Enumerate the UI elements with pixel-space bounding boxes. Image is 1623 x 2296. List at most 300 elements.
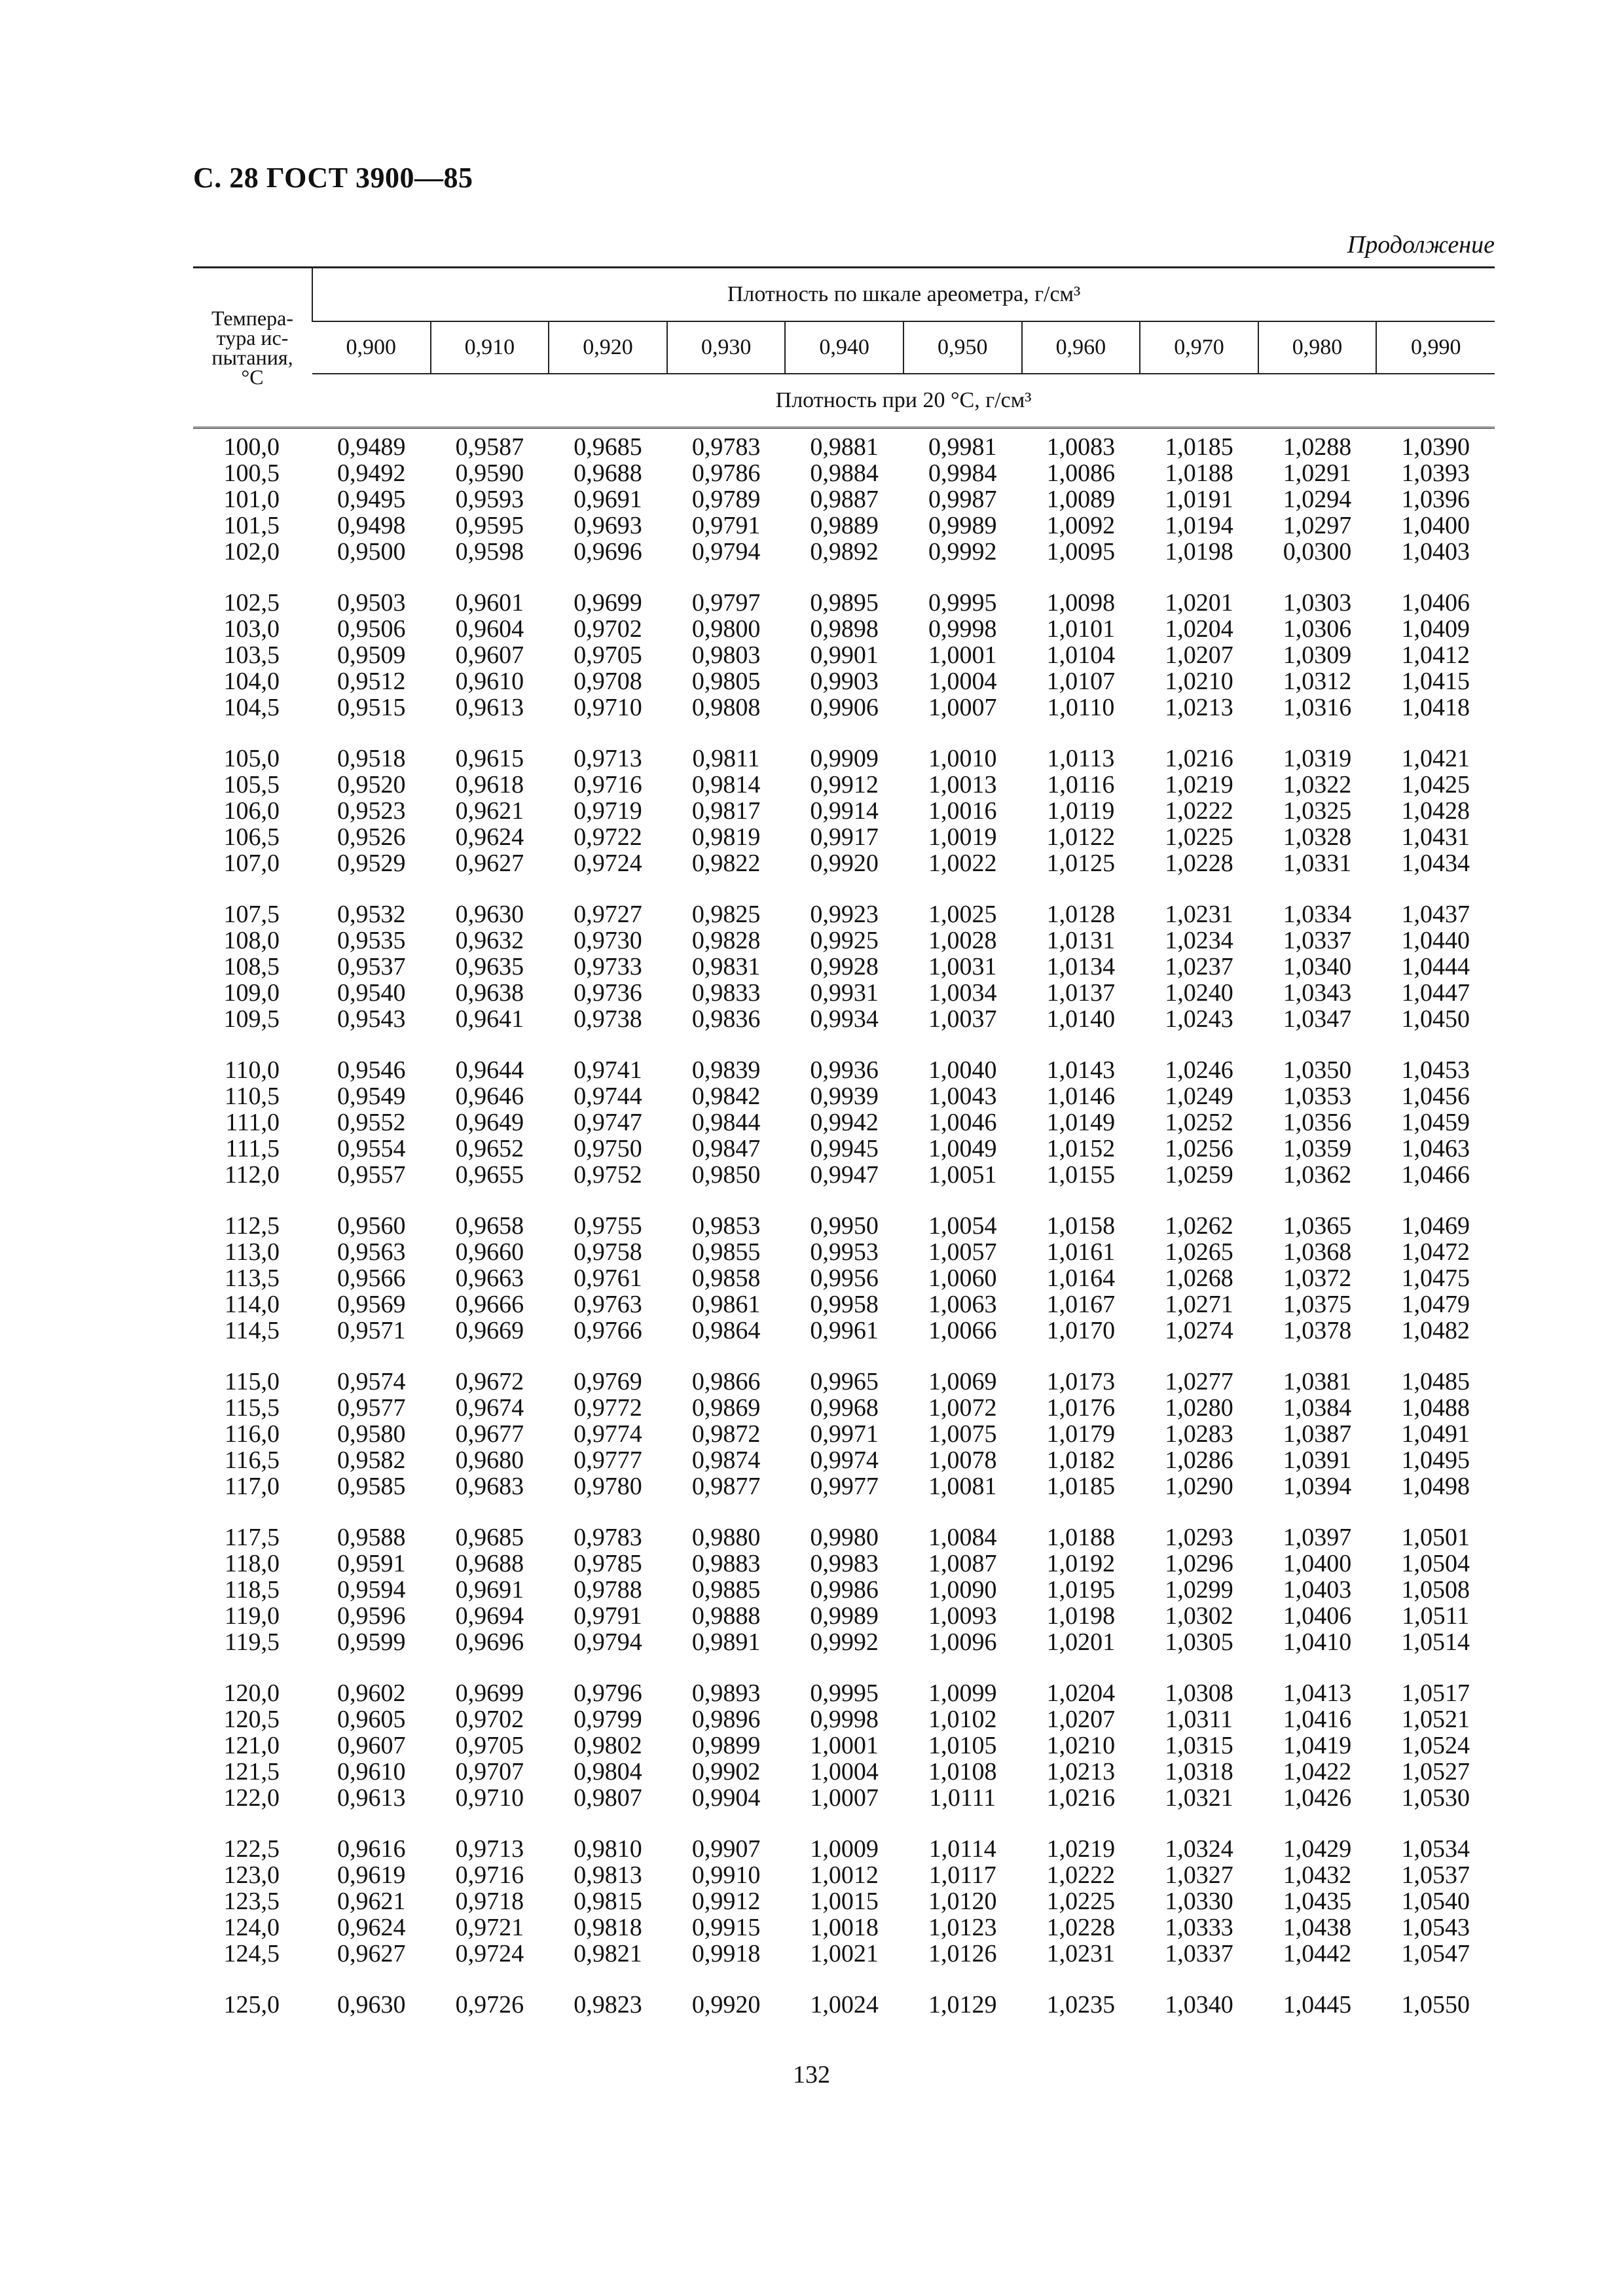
density-cell: 1,0429: [1283, 1835, 1352, 1863]
density-cell: 1,0550: [1401, 1991, 1470, 2018]
density-cell: 0,9587: [455, 433, 524, 461]
temperature-cell: 114,5: [224, 1317, 280, 1344]
density-cell: 1,0195: [1046, 1576, 1116, 1604]
table-row: [193, 1629, 1495, 1655]
scale-column-header: 0,930: [667, 321, 786, 374]
density-cell: 0,9495: [337, 486, 406, 513]
density-cell: 0,9602: [337, 1679, 406, 1707]
density-cell: 1,0311: [1165, 1706, 1233, 1733]
density-cell: 0,9831: [691, 953, 761, 980]
density-cell: 1,0479: [1401, 1291, 1470, 1318]
density-cell: 1,0158: [1046, 1212, 1116, 1240]
density-cell: 1,0235: [1046, 1991, 1116, 2018]
density-cell: 1,0456: [1401, 1083, 1470, 1110]
density-cell: 0,9672: [455, 1368, 524, 1395]
density-cell: 1,0125: [1046, 850, 1116, 877]
temperature-cell: 110,0: [224, 1056, 280, 1084]
density-cell: 0,9995: [810, 1679, 879, 1707]
density-cell: 0,9942: [810, 1109, 879, 1136]
density-cell: 0,9627: [337, 1940, 406, 1967]
density-cell: 1,0237: [1165, 953, 1233, 980]
density-cell: 1,0252: [1165, 1109, 1233, 1136]
density-cell: 1,0445: [1283, 1991, 1352, 2018]
density-cell: 0,9904: [691, 1784, 761, 1812]
density-cell: 1,0078: [928, 1446, 997, 1474]
density-cell: 1,0340: [1283, 953, 1352, 980]
density-cell: 1,0400: [1401, 512, 1470, 539]
density-cell: 0,9953: [810, 1238, 879, 1266]
density-cell: 1,0213: [1165, 694, 1233, 721]
density-cell: 0,9569: [337, 1291, 406, 1318]
density-cell: 1,0365: [1283, 1212, 1352, 1240]
group-spacer: [193, 1811, 1495, 1836]
group-spacer: [193, 1499, 1495, 1524]
density-cell: 1,0328: [1283, 823, 1352, 851]
density-cell: 1,0268: [1165, 1265, 1233, 1292]
table-row: [193, 1888, 1495, 1914]
density-cell: 0,9688: [574, 459, 642, 487]
group-spacer-cell: [193, 1188, 1495, 1213]
density-cell: 0,9627: [455, 850, 524, 877]
density-cell: 1,0243: [1165, 1005, 1233, 1033]
density-cell: 0,9699: [574, 589, 642, 617]
density-cell: 0,9939: [810, 1083, 879, 1110]
table-row: [193, 434, 1495, 460]
density-cell: 1,0331: [1283, 850, 1352, 877]
density-cell: 1,0012: [810, 1861, 879, 1889]
density-cell: 1,0213: [1046, 1758, 1116, 1785]
density-cell: 1,0043: [928, 1083, 997, 1110]
density-cell: 0,9915: [691, 1914, 761, 1941]
scale-column-header: 0,990: [1376, 321, 1495, 374]
density-cell: 1,0280: [1165, 1394, 1233, 1422]
temperature-cell: 111,0: [225, 1109, 280, 1136]
density-cell: 0,9641: [455, 1005, 524, 1033]
density-cell: 0,9766: [574, 1317, 642, 1344]
density-cell: 1,0396: [1401, 486, 1470, 513]
density-cell: 1,0315: [1165, 1732, 1233, 1759]
table-row: [193, 1941, 1495, 1967]
density-cell: 0,9724: [574, 850, 642, 877]
density-at-20-header: Плотность при 20 °С, г/см³: [312, 374, 1495, 428]
density-cell: 1,0415: [1401, 668, 1470, 695]
density-cell: 1,0418: [1401, 694, 1470, 721]
density-cell: 1,0511: [1402, 1602, 1470, 1630]
density-cell: 1,0201: [1165, 589, 1233, 617]
density-cell: 1,0409: [1401, 615, 1470, 643]
density-cell: 0,9595: [455, 512, 524, 539]
density-cell: 1,0108: [928, 1758, 997, 1785]
density-cell: 1,0347: [1283, 1005, 1352, 1033]
density-cell: 1,0428: [1401, 797, 1470, 825]
density-cell: 0,9537: [337, 953, 406, 980]
density-cell: 1,0028: [928, 927, 997, 954]
density-cell: 0,9883: [691, 1550, 761, 1577]
density-cell: 1,0297: [1283, 512, 1352, 539]
table-row: [193, 850, 1495, 876]
table-row: [193, 1395, 1495, 1421]
density-cell: 1,0004: [928, 668, 997, 695]
density-cell: 1,0514: [1401, 1628, 1470, 1656]
density-cell: 0,9796: [574, 1679, 642, 1707]
density-cell: 0,9956: [810, 1265, 879, 1292]
density-cell: 1,0137: [1046, 979, 1116, 1007]
density-cell: 1,0530: [1401, 1784, 1470, 1812]
temperature-cell: 119,0: [224, 1602, 280, 1630]
table-row: [193, 1057, 1495, 1083]
density-cell: 0,9610: [455, 668, 524, 695]
density-cell: 1,0084: [928, 1524, 997, 1551]
density-cell: 0,9842: [691, 1083, 761, 1110]
density-cell: 0,9532: [337, 901, 406, 928]
density-cell: 1,0021: [810, 1940, 879, 1967]
density-cell: 0,9989: [928, 512, 997, 539]
density-cell: 1,0231: [1165, 901, 1233, 928]
page-header-title: С. 28 ГОСТ 3900—85: [193, 162, 473, 194]
density-cell: 0,9821: [574, 1940, 642, 1967]
density-cell: 0,9889: [810, 512, 879, 539]
density-cell: 0,9803: [691, 641, 761, 669]
density-cell: 0,9874: [691, 1446, 761, 1474]
density-cell: 1,0410: [1283, 1628, 1352, 1656]
group-spacer: [193, 1655, 1495, 1680]
density-cell: 0,9914: [810, 797, 879, 825]
density-cell: 0,9998: [810, 1706, 879, 1733]
density-cell: 0,9791: [574, 1602, 642, 1630]
density-cell: 0,9694: [455, 1602, 524, 1630]
density-cell: 1,0019: [928, 823, 997, 851]
scale-column-header: 0,900: [312, 321, 431, 374]
scale-column-header: 0,940: [785, 321, 903, 374]
density-cell: 1,0356: [1283, 1109, 1352, 1136]
density-cell: 0,9599: [337, 1628, 406, 1656]
density-cell: 1,0063: [928, 1291, 997, 1318]
temperature-cell: 108,0: [223, 927, 280, 954]
density-cell: 0,9744: [574, 1083, 642, 1110]
temperature-cell: 123,0: [223, 1861, 280, 1889]
scale-column-header: 0,920: [549, 321, 667, 374]
density-cell: 1,0321: [1165, 1784, 1233, 1812]
table-row: [193, 824, 1495, 850]
group-spacer-cell: [193, 1344, 1495, 1369]
density-cell: 1,0400: [1283, 1550, 1352, 1577]
density-cell: 0,9506: [337, 615, 406, 643]
table-row: [193, 745, 1495, 772]
scale-column-header: 0,960: [1022, 321, 1140, 374]
density-cell: 0,9858: [691, 1265, 761, 1292]
continuation-label: Продолжение: [1347, 231, 1495, 259]
density-cell: 0,9598: [455, 538, 524, 565]
density-cell: 0,9615: [455, 745, 524, 772]
density-cell: 0,9758: [574, 1238, 642, 1266]
density-cell: 0,9515: [337, 694, 406, 721]
density-cell: 1,0007: [928, 694, 997, 721]
density-cell: 0,9763: [574, 1291, 642, 1318]
density-cell: 0,9540: [337, 979, 406, 1007]
density-cell: 0,9902: [691, 1758, 761, 1785]
temperature-cell: 114,0: [224, 1291, 280, 1318]
density-cell: 1,0069: [928, 1368, 997, 1395]
temperature-cell: 101,0: [223, 486, 280, 513]
density-cell: 1,0421: [1401, 745, 1470, 772]
density-cell: 1,0412: [1401, 641, 1470, 669]
density-cell: 0,9535: [337, 927, 406, 954]
density-cell: 1,0066: [928, 1317, 997, 1344]
density-cell: 0,9549: [337, 1083, 406, 1110]
density-cell: 1,0463: [1401, 1135, 1470, 1162]
density-cell: 0,9705: [455, 1732, 524, 1759]
density-cell: 0,9936: [810, 1056, 879, 1084]
density-cell: 0,9819: [691, 823, 761, 851]
density-cell: 0,9920: [810, 850, 879, 877]
density-cell: 1,0517: [1401, 1679, 1470, 1707]
table-row: [193, 1109, 1495, 1136]
density-cell: 0,9688: [455, 1550, 524, 1577]
density-cell: 1,0322: [1283, 771, 1352, 798]
density-cell: 1,0337: [1283, 927, 1352, 954]
density-cell: 0,9777: [574, 1446, 642, 1474]
density-cell: 1,0472: [1401, 1238, 1470, 1266]
density-cell: 1,0146: [1046, 1083, 1116, 1110]
density-cell: 1,0192: [1046, 1550, 1116, 1577]
density-cell: 1,0173: [1046, 1368, 1116, 1395]
density-cell: 1,0501: [1401, 1524, 1470, 1551]
density-cell: 1,0110: [1047, 694, 1115, 721]
table-row: [193, 1006, 1495, 1032]
density-cell: 0,9546: [337, 1056, 406, 1084]
density-cell: 0,9741: [574, 1056, 642, 1084]
density-cell: 1,0216: [1046, 1784, 1116, 1812]
density-cell: 1,0540: [1401, 1888, 1470, 1915]
group-spacer-cell: [193, 1811, 1495, 1836]
temperature-cell: 105,5: [223, 771, 280, 798]
density-cell: 1,0431: [1401, 823, 1470, 851]
density-cell: 0,9518: [337, 745, 406, 772]
density-cell: 1,0475: [1401, 1265, 1470, 1292]
density-cell: 0,9974: [810, 1446, 879, 1474]
density-cell: 0,9621: [455, 797, 524, 825]
table-row: [193, 1265, 1495, 1291]
table-row: [193, 512, 1495, 539]
density-cell: 1,0122: [1046, 823, 1116, 851]
density-cell: 0,9794: [691, 538, 761, 565]
density-cell: 0,9630: [455, 901, 524, 928]
density-cell: 1,0111: [929, 1784, 996, 1812]
density-cell: 1,0231: [1046, 1940, 1116, 1967]
density-cell: 1,0330: [1165, 1888, 1233, 1915]
density-cell: 0,9685: [455, 1524, 524, 1551]
density-cell: 1,0293: [1165, 1524, 1233, 1551]
density-cell: 0,9850: [691, 1161, 761, 1189]
density-cell: 1,0225: [1046, 1888, 1116, 1915]
density-cell: 0,9992: [928, 538, 997, 565]
density-cell: 1,0140: [1046, 1005, 1116, 1033]
density-cell: 0,9892: [810, 538, 879, 565]
density-cell: 0,9566: [337, 1265, 406, 1292]
table-row: [193, 1473, 1495, 1499]
scale-values-row: [193, 321, 1495, 374]
density-cell: 1,0504: [1401, 1550, 1470, 1577]
density-cell: 0,9864: [691, 1317, 761, 1344]
table-row: [193, 1162, 1495, 1188]
density-cell: 1,0101: [1046, 615, 1116, 643]
density-cell: 1,0286: [1165, 1446, 1233, 1474]
temperature-cell: 120,5: [223, 1706, 280, 1733]
density-cell: 0,9669: [455, 1317, 524, 1344]
density-cell: 1,0403: [1283, 1576, 1352, 1604]
density-cell: 0,9489: [337, 433, 406, 461]
temperature-cell: 124,0: [223, 1914, 280, 1941]
table-row: [193, 1759, 1495, 1785]
density-cell: 1,0004: [810, 1758, 879, 1785]
density-cell: 0,9696: [574, 538, 642, 565]
density-cell: 1,0092: [1046, 512, 1116, 539]
temperature-cell: 118,0: [224, 1550, 280, 1577]
density-cell: 0,9613: [337, 1784, 406, 1812]
density-cell: 0,9950: [810, 1212, 879, 1240]
scale-column-header: 0,910: [431, 321, 549, 374]
density-cell: 1,0119: [1047, 797, 1115, 825]
density-cell: 0,9802: [574, 1732, 642, 1759]
density-cell: 1,0234: [1165, 927, 1233, 954]
density-cell: 0,9716: [574, 771, 642, 798]
density-cell: 1,0087: [928, 1550, 997, 1577]
density-cell: 1,0046: [928, 1109, 997, 1136]
density-cell: 0,9818: [574, 1914, 642, 1941]
density-cell: 0,9492: [337, 459, 406, 487]
density-cell: 1,0343: [1283, 979, 1352, 1007]
table-row: [193, 460, 1495, 486]
density-cell: 0,9885: [691, 1576, 761, 1604]
density-cell: 1,0485: [1401, 1368, 1470, 1395]
density-cell: 1,0296: [1165, 1550, 1233, 1577]
density-cell: 1,0498: [1401, 1473, 1470, 1500]
density-cell: 1,0391: [1283, 1446, 1352, 1474]
table-row: [193, 1083, 1495, 1109]
table-row: [193, 954, 1495, 980]
density-cell: 1,0324: [1165, 1835, 1233, 1863]
density-cell: 1,0312: [1283, 668, 1352, 695]
density-cell: 0,9855: [691, 1238, 761, 1266]
temperature-cell: 106,0: [223, 797, 280, 825]
density-cell: 1,0318: [1165, 1758, 1233, 1785]
density-cell: 1,0219: [1046, 1835, 1116, 1863]
table-row: [193, 1524, 1495, 1551]
density-cell: 1,0164: [1046, 1265, 1116, 1292]
density-cell: 0,9655: [455, 1161, 524, 1189]
density-cell: 0,9718: [455, 1888, 524, 1915]
group-spacer: [193, 1032, 1495, 1057]
table-row: [193, 1862, 1495, 1888]
temperature-cell: 105,0: [223, 745, 280, 772]
density-cell: 1,0274: [1165, 1317, 1233, 1344]
density-cell: 0,9509: [337, 641, 406, 669]
density-cell: 1,0277: [1165, 1368, 1233, 1395]
density-cell: 1,0397: [1283, 1524, 1352, 1551]
table-row: [193, 1421, 1495, 1447]
temperature-cell: 121,5: [223, 1758, 280, 1785]
density-cell: 0,9931: [810, 979, 879, 1007]
density-cell: 0,9554: [337, 1135, 406, 1162]
density-cell: 1,0075: [928, 1420, 997, 1448]
temperature-cell: 116,5: [224, 1446, 280, 1474]
density-cell: 0,9503: [337, 589, 406, 617]
temperature-cell: 113,5: [224, 1265, 280, 1292]
density-cell: 0,9761: [574, 1265, 642, 1292]
table-row: [193, 668, 1495, 694]
table-row: [193, 694, 1495, 721]
density-cell: 0,9708: [574, 668, 642, 695]
density-cell: 1,0447: [1401, 979, 1470, 1007]
density-cell: 1,0527: [1401, 1758, 1470, 1785]
temperature-column-header: [193, 268, 312, 428]
density-cell: 1,0406: [1401, 589, 1470, 617]
density-cell: 1,0425: [1401, 771, 1470, 798]
group-spacer-cell: [193, 1032, 1495, 1057]
density-cell: 1,0120: [928, 1888, 997, 1915]
density-cell: 1,0057: [928, 1238, 997, 1266]
density-cell: 0,9719: [574, 797, 642, 825]
group-spacer: [193, 1188, 1495, 1213]
density-cell: 0,9738: [574, 1005, 642, 1033]
density-cell: 1,0086: [1046, 459, 1116, 487]
density-cell: 1,0249: [1165, 1083, 1233, 1110]
density-cell: 0,9918: [691, 1940, 761, 1967]
table-row: [193, 616, 1495, 642]
density-cell: 0,9590: [455, 459, 524, 487]
density-cell: 0,9635: [455, 953, 524, 980]
density-cell: 0,9774: [574, 1420, 642, 1448]
density-cell: 0,9786: [691, 459, 761, 487]
density-cell: 1,0149: [1046, 1109, 1116, 1136]
density-cell: 1,0394: [1283, 1473, 1352, 1500]
density-cell: 0,9896: [691, 1706, 761, 1733]
density-cell: 1,0089: [1046, 486, 1116, 513]
density-cell: 1,0372: [1283, 1265, 1352, 1292]
group-spacer: [193, 876, 1495, 901]
density-cell: 1,0426: [1283, 1784, 1352, 1812]
density-cell: 1,0095: [1046, 538, 1116, 565]
density-cell: 1,0015: [810, 1888, 879, 1915]
density-cell: 1,0204: [1165, 615, 1233, 643]
density-cell: 1,0143: [1046, 1056, 1116, 1084]
density-cell: 0,9881: [810, 433, 879, 461]
density-cell: 1,0288: [1283, 433, 1352, 461]
density-cell: 0,9498: [337, 512, 406, 539]
density-cell: 1,0308: [1165, 1679, 1233, 1707]
temperature-cell: 107,5: [223, 901, 280, 928]
temperature-cell: 103,0: [223, 615, 280, 643]
density-cell: 0,9632: [455, 927, 524, 954]
density-cell: 1,0104: [1046, 641, 1116, 669]
temperature-cell: 101,5: [223, 512, 280, 539]
density-cell: 0,9833: [691, 979, 761, 1007]
density-cell: 0,9696: [455, 1628, 524, 1656]
density-cell: 1,0303: [1283, 589, 1352, 617]
density-cell: 0,9691: [574, 486, 642, 513]
temperature-cell: 112,0: [224, 1161, 280, 1189]
density-cell: 0,9693: [574, 512, 642, 539]
density-cell: 0,9582: [337, 1446, 406, 1474]
temperature-cell: 111,5: [225, 1135, 280, 1162]
density-cell: 1,0216: [1165, 745, 1233, 772]
temperature-cell: 117,5: [224, 1524, 280, 1551]
density-cell: 1,0294: [1283, 486, 1352, 513]
density-cell: 0,9660: [455, 1238, 524, 1266]
density-cell: 1,0442: [1283, 1940, 1352, 1967]
density-table-container: [193, 266, 1495, 2018]
density-cell: 0,9989: [810, 1602, 879, 1630]
